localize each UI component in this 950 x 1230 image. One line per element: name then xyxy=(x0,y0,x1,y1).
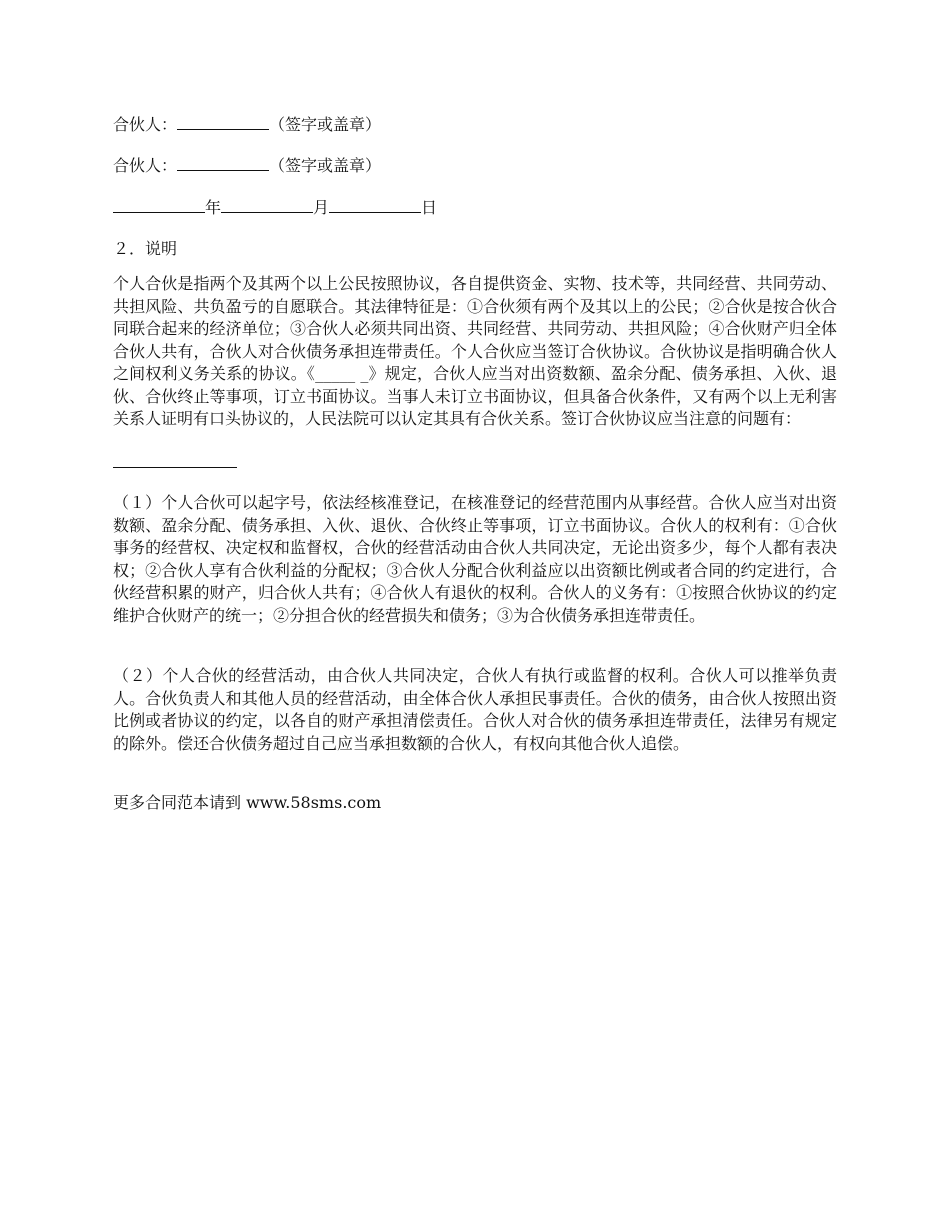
month-blank xyxy=(221,198,313,213)
intro-text: 个人合伙是指两个及其两个以上公民按照协议，各自提供资金、实物、技术等，共同经营、共同劳动、共担风险、共负盈亏的自愿联合。其法律特征是：①合伙须有两个及其以上的公民；②合伙是按合伙合同联合起来的经济单位；③合伙人必须共同出资、共同经营、共同劳动、共担风险；④合伙财产归全体合伙人共有，合伙人对合伙债务承担连带责任。个人合伙应当签订合伙协议。合伙协议是指明确合伙人之间权利义务关系的协议。《_____ _》规定，合伙人应当对出资数额、盈余分配、债务承担、入伙、退伙、合伙终止等事项，订立书面协议。当事人未订立书面协议，但具备合伙条件，又有两个以上无利害关系人证明有口头协议的，人民法院可以认定其具有合伙关系。签订合伙协议应当注意的问题有： xyxy=(113,274,837,428)
year-blank xyxy=(113,198,205,213)
partner-label-1: 合伙人： xyxy=(113,115,178,134)
blank-underline xyxy=(113,467,237,468)
year-label: 年 xyxy=(205,198,222,217)
intro-paragraph xyxy=(113,273,837,431)
day-label: 日 xyxy=(421,198,438,217)
signature-line-2 xyxy=(113,155,381,177)
signature-blank-1 xyxy=(177,115,269,130)
footer-link-text: 更多合同范本请到 www.58sms.com xyxy=(113,793,382,812)
date-line xyxy=(113,197,437,219)
signature-blank-2 xyxy=(177,156,269,171)
item-1-paragraph xyxy=(113,492,837,627)
item-2-text: （２）个人合伙的经营活动，由合伙人共同决定，合伙人有执行或监督的权利。合伙人可以推举负责人。合伙负责人和其他人员的经营活动，由全体合伙人承担民事责任。合伙的债务，由合伙人按照出资比例或者协议的约定，以各自的财产承担清偿责任。合伙人对合伙的债务承担连带责任，法律另有规定的除外。偿还合伙债务超过自己应当承担数额的合伙人，有权向其他合伙人追偿。 xyxy=(113,666,837,753)
day-blank xyxy=(329,198,421,213)
signature-line-1 xyxy=(113,114,381,136)
item-2-paragraph xyxy=(113,665,837,755)
item-1-text: （１）个人合伙可以起字号，依法经核准登记，在核准登记的经营范围内从事经营。合伙人应当对出资数额、盈余分配、债务承担、入伙、退伙、合伙终止等事项，订立书面协议。合伙人的权利有：①合伙事务的经营权、决定权和监督权，合伙的经营活动由合伙人共同决定，无论出资多少，每个人都有表决权；②合伙人享有合伙利益的分配权；③合伙人分配合伙利益应以出资额比例或者合同的约定进行，合伙经营积累的财产，归合伙人共有；④合伙人有退伙的权利。合伙人的义务有：①按照合伙协议的约定维护合伙财产的统一；②分担合伙的经营损失和债务；③为合伙债务承担连带责任。 xyxy=(113,493,837,625)
month-label: 月 xyxy=(313,198,330,217)
signature-note-1: （签字或盖章） xyxy=(269,115,382,134)
signature-note-2: （签字或盖章） xyxy=(269,156,382,175)
section-heading: ２．说明 xyxy=(113,239,178,258)
partner-label-2: 合伙人： xyxy=(113,156,178,175)
